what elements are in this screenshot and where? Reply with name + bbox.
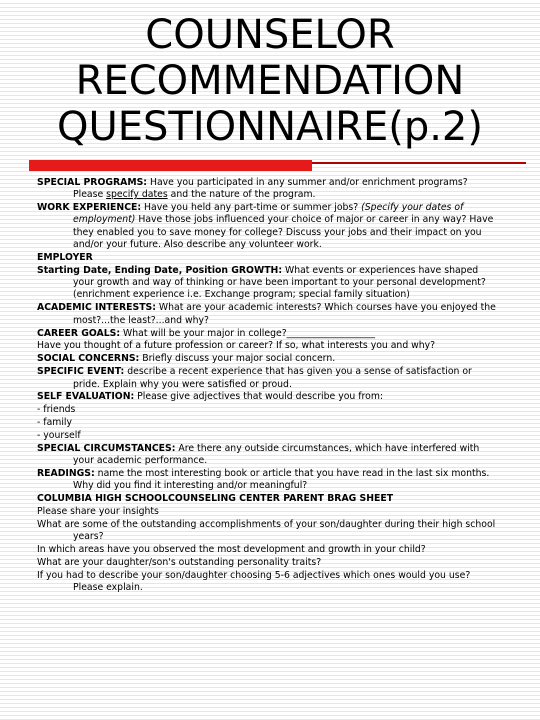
paragraph-work-experience (37, 202, 497, 251)
section-text: What are some of the outstanding accomplishments of your son/daughter during their high school years? (37, 519, 496, 543)
section-text: Please give adjectives that would describe you from: (134, 391, 384, 403)
section-text: describe a recent experience that has given you a sense of satisfaction or pride. Explain why you were satisfied or proud. (73, 366, 472, 390)
section-label: WORK EXPERIENCE: (37, 202, 142, 214)
section-italic-text: (Specify your dates of employment) (73, 202, 464, 226)
section-text: Are there any outside circumstances, which have interfered with your academic performance. (73, 442, 480, 467)
title-line: RECOMMENDATION (75, 58, 465, 104)
section-label: ACADEMIC INTERESTS: (37, 302, 156, 314)
section-text: Please share your insights (37, 506, 159, 518)
section-text: - yourself (37, 430, 81, 442)
section-text: - friends (37, 404, 76, 416)
list-item-yourself (37, 430, 497, 442)
section-label: SPECIAL PROGRAMS: (37, 177, 148, 188)
section-text: What are your academic interests? Which courses have you enjoyed the most?...the least?...and why? (73, 302, 496, 326)
paragraph-growth (37, 265, 497, 302)
section-label: SOCIAL CONCERNS: (37, 353, 140, 365)
section-label: Starting Date, Ending Date, Position GROWTH: (37, 264, 283, 276)
paragraph-self-evaluation (37, 391, 497, 403)
section-text: If you had to describe your son/daughter choosing 5-6 adjectives which ones would you use? Please explain. (37, 570, 471, 594)
title-line: QUESTIONNAIRE(p.2) (57, 104, 483, 150)
list-item-family (37, 417, 497, 429)
paragraph-share-insights (37, 506, 497, 518)
section-text: Have you thought of a future profession or career? If so, what interests you and why? (37, 340, 436, 352)
title-line: COUNSELOR (145, 12, 395, 58)
paragraph-academic-interests (37, 302, 497, 327)
section-label: SPECIFIC EVENT: (37, 366, 125, 378)
paragraph-adjectives (37, 570, 497, 595)
paragraph-accomplishments (37, 519, 497, 544)
paragraph-career-goals (37, 328, 497, 340)
section-text: What are your daughter/son's outstanding personality traits? (37, 557, 322, 569)
paragraph-special-programs (37, 177, 497, 202)
section-underlined-text: specify dates (106, 189, 168, 201)
title-accent-bar (29, 160, 312, 171)
paragraph-special-circumstances (37, 443, 497, 468)
paragraph-employer (37, 252, 497, 264)
section-text-continued: and the nature of the program. (167, 189, 316, 201)
section-label: COLUMBIA HIGH SCHOOLCOUNSELING CENTER PARENT BRAG SHEET (37, 493, 394, 505)
section-text-continued: Have those jobs influenced your choice of major or career in any way? Have they enabled you to save money for college? Discuss your jobs and their impact on you and/or your future. Also describe any volunteer work. (73, 214, 494, 251)
paragraph-brag-sheet-heading (37, 493, 497, 505)
paragraph-social-concerns (37, 353, 497, 365)
section-label: EMPLOYER (37, 251, 93, 263)
section-text: - family (37, 417, 73, 429)
paragraph-development (37, 544, 497, 556)
section-text: What will be your major in college?___________________ (120, 327, 375, 339)
paragraph-personality-traits (37, 557, 497, 569)
questionnaire-body (37, 177, 497, 595)
section-text: Briefly discuss your major social concern. (139, 353, 336, 365)
title-divider-line (312, 162, 526, 164)
section-text: Have you held any part-time or summer jobs? (141, 202, 362, 214)
list-item-friends (37, 404, 497, 416)
section-label: READINGS: (37, 468, 95, 480)
section-text: Have you participated in any summer and/or enrichment programs? Please (73, 177, 468, 201)
paragraph-specific-event (37, 366, 497, 391)
page-title (0, 12, 540, 150)
section-text: What events or experiences have shaped your growth and way of thinking or have been important to your personal development? (enrichment experience i.e. Exchange program; special family situation) (73, 264, 486, 301)
section-label: CAREER GOALS: (37, 327, 121, 339)
section-text: name the most interesting book or article that you have read in the last six months. Why did you find it interesting and/or meaningful? (73, 468, 490, 492)
section-label: SPECIAL CIRCUMSTANCES: (37, 442, 176, 454)
section-label: SELF EVALUATION: (37, 391, 135, 403)
paragraph-readings (37, 468, 497, 493)
paragraph-future-profession (37, 340, 497, 352)
section-text: In which areas have you observed the most development and growth in your child? (37, 544, 426, 556)
